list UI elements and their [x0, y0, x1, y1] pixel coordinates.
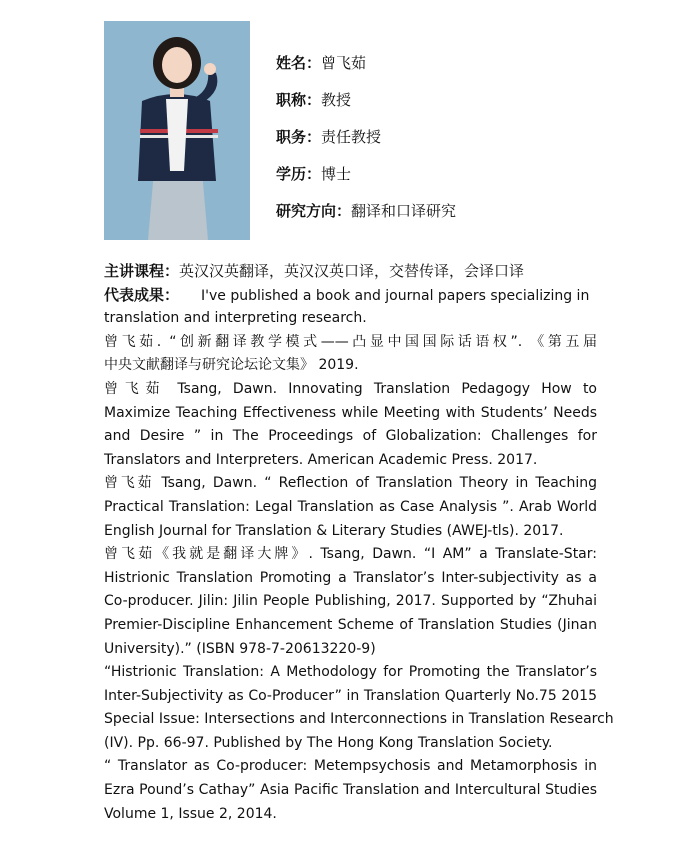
name-row — [276, 51, 636, 88]
text-line: Special Issue: Intersections and Interconnections in Translation Research — [104, 711, 614, 728]
degree-row — [276, 162, 636, 199]
text-line: 中央文献翻译与研究论坛论文集》 2019. — [104, 357, 359, 374]
text-line: 曾飞茹《我就是翻译大牌》. Tsang, Dawn. “I AM” a Translate-Star: — [104, 546, 597, 563]
text-line: Co-producer. Jilin: Jilin People Publishing, 2017. Supported by “Zhuhai — [104, 593, 597, 610]
position-row — [276, 125, 636, 162]
text-line: Ezra Pound’s Cathay” Asia Pacific Translation and Intercultural Studies — [104, 782, 597, 799]
text-line: Volume 1, Issue 2, 2014. — [104, 805, 277, 822]
position-value: 责任教授 — [321, 128, 382, 146]
courses-value: 英汉汉英翻译，英汉汉英口译，交替传译，会译口译 — [179, 262, 525, 280]
text-line: translation and interpreting research. — [104, 310, 367, 327]
title-value: 教授 — [321, 91, 352, 109]
achievements-label: 代表成果： — [104, 285, 180, 304]
title-label: 职称： — [276, 91, 322, 109]
research-value: 翻译和口译研究 — [351, 202, 457, 220]
achievements-line — [104, 284, 597, 308]
research-label: 研究方向： — [276, 202, 352, 220]
courses-label: 主讲课程： — [104, 262, 180, 280]
name-value: 曾飞茹 — [321, 54, 367, 72]
text-line: and Desire ” in The Proceedings of Globalization: Challenges for — [104, 428, 597, 445]
profile-photo — [104, 21, 250, 240]
name-label: 姓名： — [276, 54, 322, 72]
text-line: Histrionic Translation Promoting a Translator’s Inter-subjectivity as a — [104, 569, 597, 586]
text-line: Practical Translation: Legal Translation as Case Analysis ”. Arab World — [104, 498, 597, 515]
text-line: 曾飞茹. “创新翻译教学模式——凸显中国国际话语权”. 《第五届 — [104, 333, 597, 350]
achievements-intro: I've published a book and journal papers specializing in — [201, 287, 590, 304]
text-line: (IV). Pp. 66-97. Published by The Hong Kong Translation Society. — [104, 734, 553, 751]
text-line: 曾飞茹 Tsang, Dawn. Innovating Translation Pedagogy How to — [104, 380, 597, 397]
research-row — [276, 199, 636, 236]
text-line: Premier-Discipline Enhancement Scheme of Translation Studies (Jinan — [104, 616, 597, 633]
text-line: English Journal for Translation & Literary Studies (AWEJ-tls). 2017. — [104, 522, 564, 539]
courses-line — [104, 260, 597, 284]
text-line: 曾飞茹 Tsang, Dawn. “ Reflection of Translation Theory in Teaching — [104, 475, 597, 492]
degree-label: 学历： — [276, 165, 322, 183]
text-line: Maximize Teaching Effectiveness while Meeting with Students’ Needs — [104, 404, 597, 421]
degree-value: 博士 — [321, 165, 352, 183]
title-row — [276, 88, 636, 125]
text-line: University).” (ISBN 978-7-20613220-9) — [104, 640, 376, 657]
profile-info — [276, 51, 636, 236]
text-line: “Histrionic Translation: A Methodology for Promoting the Translator’s — [104, 664, 597, 681]
text-line: “ Translator as Co-producer: Metempsychosis and Metamorphosis in — [104, 758, 597, 775]
achievements-section — [104, 260, 614, 826]
text-line: Inter-Subjectivity as Co-Producer” in Translation Quarterly No.75 2015 — [104, 687, 597, 704]
text-line: Translators and Interpreters. American Academic Press. 2017. — [104, 451, 538, 468]
position-label: 职务： — [276, 128, 322, 146]
